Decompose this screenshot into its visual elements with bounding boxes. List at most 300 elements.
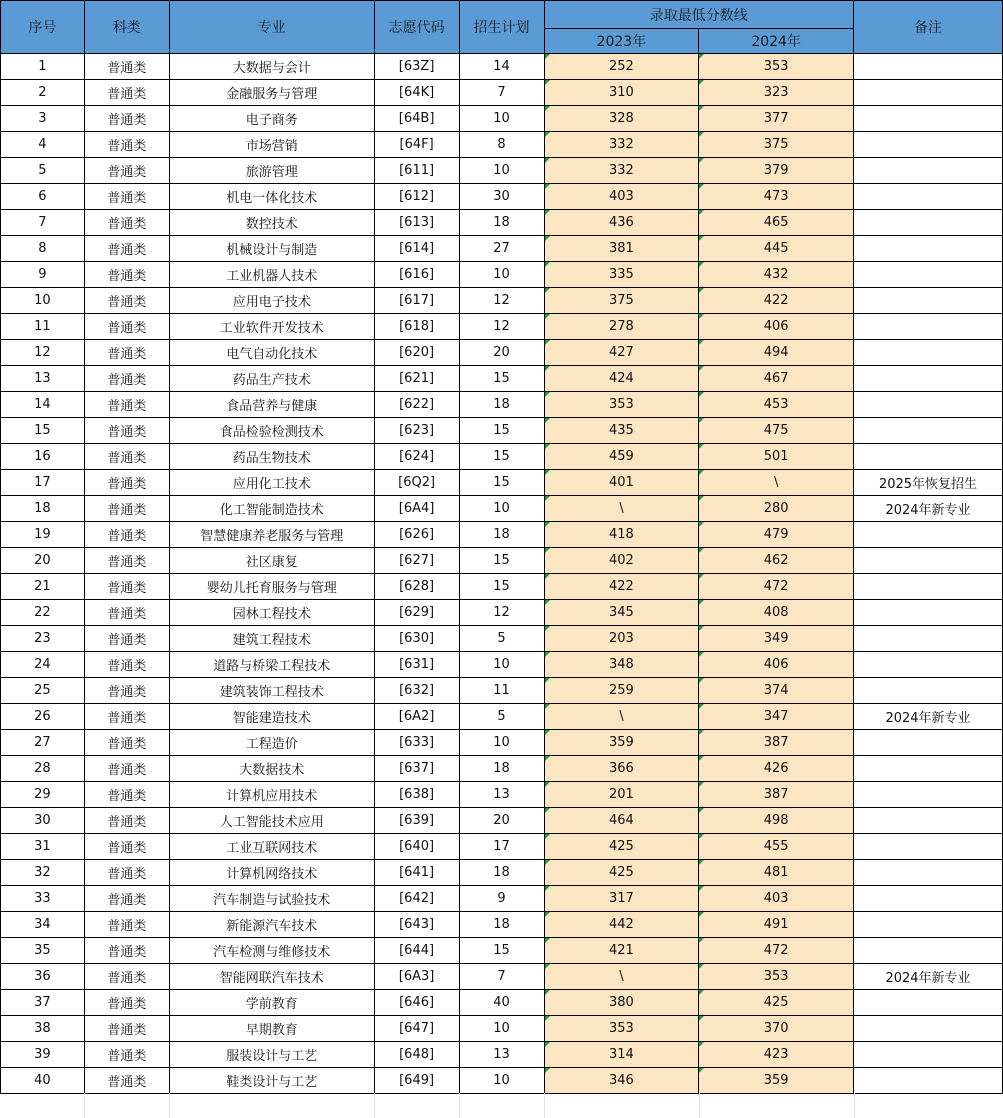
cell-major[interactable]: 大数据技术	[169, 756, 374, 782]
cell-score-2023[interactable]: 402	[544, 548, 699, 574]
cell-score-2023[interactable]: 252	[544, 54, 699, 80]
cell-major[interactable]: 金融服务与管理	[169, 80, 374, 106]
cell-plan[interactable]: 17	[459, 834, 544, 860]
cell-plan[interactable]: 15	[459, 444, 544, 470]
cell-score-2023[interactable]: 381	[544, 236, 699, 262]
cell-remark[interactable]	[854, 366, 1003, 392]
cell-major[interactable]: 早期教育	[169, 1016, 374, 1042]
cell-code[interactable]: [621]	[374, 366, 459, 392]
cell-score-2024[interactable]: 472	[699, 574, 854, 600]
cell-code[interactable]: [6A4]	[374, 496, 459, 522]
cell-remark[interactable]	[854, 886, 1003, 912]
cell-score-2023[interactable]: 427	[544, 340, 699, 366]
cell-code[interactable]: [618]	[374, 314, 459, 340]
cell-code[interactable]: [622]	[374, 392, 459, 418]
cell-score-2024[interactable]: 353	[699, 54, 854, 80]
cell-score-2024[interactable]: 374	[699, 678, 854, 704]
cell-code[interactable]: [648]	[374, 1042, 459, 1068]
cell-score-2023[interactable]: 366	[544, 756, 699, 782]
header-remark[interactable]: 备注	[854, 1, 1003, 54]
cell-remark[interactable]	[854, 652, 1003, 678]
cell-score-2024[interactable]: 406	[699, 652, 854, 678]
cell-category[interactable]: 普通类	[84, 652, 169, 678]
cell-category[interactable]: 普通类	[84, 678, 169, 704]
header-plan[interactable]: 招生计划	[459, 1, 544, 54]
cell-score-2023[interactable]: \	[544, 704, 699, 730]
cell-plan[interactable]: 10	[459, 652, 544, 678]
cell-score-2023[interactable]: \	[544, 964, 699, 990]
cell-major[interactable]: 电气自动化技术	[169, 340, 374, 366]
cell-seq[interactable]: 16	[1, 444, 85, 470]
cell-code[interactable]: [643]	[374, 912, 459, 938]
cell-score-2023[interactable]: 459	[544, 444, 699, 470]
cell-category[interactable]: 普通类	[84, 548, 169, 574]
cell-score-2023[interactable]: 401	[544, 470, 699, 496]
cell-code[interactable]: [633]	[374, 730, 459, 756]
cell-plan[interactable]: 11	[459, 678, 544, 704]
cell-remark[interactable]	[854, 522, 1003, 548]
cell-seq[interactable]: 39	[1, 1042, 85, 1068]
cell-remark[interactable]	[854, 80, 1003, 106]
cell-remark[interactable]: 2024年新专业	[854, 496, 1003, 522]
cell-code[interactable]: [647]	[374, 1016, 459, 1042]
cell-major[interactable]: 食品营养与健康	[169, 392, 374, 418]
cell-seq[interactable]: 31	[1, 834, 85, 860]
cell-code[interactable]: [640]	[374, 834, 459, 860]
cell-seq[interactable]: 12	[1, 340, 85, 366]
cell-seq[interactable]: 7	[1, 210, 85, 236]
cell-category[interactable]: 普通类	[84, 496, 169, 522]
cell-major[interactable]: 工业机器人技术	[169, 262, 374, 288]
cell-remark[interactable]	[854, 1068, 1003, 1094]
cell-remark[interactable]	[854, 1042, 1003, 1068]
cell-remark[interactable]	[854, 834, 1003, 860]
cell-score-2023[interactable]: 310	[544, 80, 699, 106]
header-category[interactable]: 科类	[84, 1, 169, 54]
cell-score-2024[interactable]: 462	[699, 548, 854, 574]
cell-category[interactable]: 普通类	[84, 782, 169, 808]
cell-major[interactable]: 计算机应用技术	[169, 782, 374, 808]
cell-major[interactable]: 化工智能制造技术	[169, 496, 374, 522]
cell-plan[interactable]: 8	[459, 132, 544, 158]
cell-plan[interactable]: 18	[459, 522, 544, 548]
cell-plan[interactable]: 10	[459, 1016, 544, 1042]
cell-score-2023[interactable]: 436	[544, 210, 699, 236]
cell-category[interactable]: 普通类	[84, 1016, 169, 1042]
cell-seq[interactable]: 6	[1, 184, 85, 210]
cell-plan[interactable]: 10	[459, 262, 544, 288]
cell-major[interactable]: 智慧健康养老服务与管理	[169, 522, 374, 548]
cell-score-2024[interactable]: 353	[699, 964, 854, 990]
cell-major[interactable]: 电子商务	[169, 106, 374, 132]
cell-score-2024[interactable]: 473	[699, 184, 854, 210]
cell-category[interactable]: 普通类	[84, 626, 169, 652]
cell-seq[interactable]: 2	[1, 80, 85, 106]
cell-remark[interactable]	[854, 808, 1003, 834]
cell-category[interactable]: 普通类	[84, 1068, 169, 1094]
cell-seq[interactable]: 20	[1, 548, 85, 574]
cell-score-2024[interactable]: 349	[699, 626, 854, 652]
cell-code[interactable]: [628]	[374, 574, 459, 600]
cell-remark[interactable]	[854, 782, 1003, 808]
cell-score-2023[interactable]: 314	[544, 1042, 699, 1068]
cell-plan[interactable]: 10	[459, 496, 544, 522]
cell-plan[interactable]: 12	[459, 600, 544, 626]
cell-score-2023[interactable]: 418	[544, 522, 699, 548]
cell-seq[interactable]: 27	[1, 730, 85, 756]
cell-category[interactable]: 普通类	[84, 704, 169, 730]
cell-score-2023[interactable]: 464	[544, 808, 699, 834]
cell-major[interactable]: 数控技术	[169, 210, 374, 236]
cell-score-2023[interactable]: 375	[544, 288, 699, 314]
cell-code[interactable]: [64F]	[374, 132, 459, 158]
cell-seq[interactable]: 21	[1, 574, 85, 600]
cell-remark[interactable]	[854, 600, 1003, 626]
cell-code[interactable]: [613]	[374, 210, 459, 236]
cell-score-2024[interactable]: \	[699, 470, 854, 496]
cell-major[interactable]: 人工智能技术应用	[169, 808, 374, 834]
cell-major[interactable]: 道路与桥梁工程技术	[169, 652, 374, 678]
cell-score-2023[interactable]: 353	[544, 1016, 699, 1042]
cell-score-2024[interactable]: 494	[699, 340, 854, 366]
cell-score-2024[interactable]: 359	[699, 1068, 854, 1094]
cell-seq[interactable]: 33	[1, 886, 85, 912]
cell-major[interactable]: 机械设计与制造	[169, 236, 374, 262]
cell-major[interactable]: 汽车制造与试验技术	[169, 886, 374, 912]
cell-seq[interactable]: 38	[1, 1016, 85, 1042]
cell-score-2023[interactable]: 403	[544, 184, 699, 210]
cell-major[interactable]: 应用化工技术	[169, 470, 374, 496]
cell-seq[interactable]: 14	[1, 392, 85, 418]
cell-plan[interactable]: 15	[459, 470, 544, 496]
cell-code[interactable]: [616]	[374, 262, 459, 288]
cell-code[interactable]: [631]	[374, 652, 459, 678]
cell-category[interactable]: 普通类	[84, 730, 169, 756]
cell-code[interactable]: [627]	[374, 548, 459, 574]
cell-major[interactable]: 应用电子技术	[169, 288, 374, 314]
cell-seq[interactable]: 37	[1, 990, 85, 1016]
cell-plan[interactable]: 15	[459, 366, 544, 392]
cell-major[interactable]: 社区康复	[169, 548, 374, 574]
cell-score-2024[interactable]: 432	[699, 262, 854, 288]
cell-remark[interactable]	[854, 262, 1003, 288]
cell-code[interactable]: [614]	[374, 236, 459, 262]
cell-score-2023[interactable]: 335	[544, 262, 699, 288]
cell-major[interactable]: 服装设计与工艺	[169, 1042, 374, 1068]
cell-category[interactable]: 普通类	[84, 938, 169, 964]
cell-seq[interactable]: 11	[1, 314, 85, 340]
cell-score-2023[interactable]: 422	[544, 574, 699, 600]
cell-score-2023[interactable]: 201	[544, 782, 699, 808]
cell-code[interactable]: [620]	[374, 340, 459, 366]
cell-score-2024[interactable]: 472	[699, 938, 854, 964]
cell-remark[interactable]	[854, 340, 1003, 366]
cell-seq[interactable]: 32	[1, 860, 85, 886]
cell-seq[interactable]: 5	[1, 158, 85, 184]
cell-plan[interactable]: 5	[459, 704, 544, 730]
cell-category[interactable]: 普通类	[84, 80, 169, 106]
cell-major[interactable]: 汽车检测与维修技术	[169, 938, 374, 964]
cell-score-2023[interactable]: 421	[544, 938, 699, 964]
cell-score-2024[interactable]: 465	[699, 210, 854, 236]
cell-category[interactable]: 普通类	[84, 860, 169, 886]
cell-score-2024[interactable]: 423	[699, 1042, 854, 1068]
cell-remark[interactable]	[854, 418, 1003, 444]
cell-category[interactable]: 普通类	[84, 54, 169, 80]
cell-plan[interactable]: 7	[459, 964, 544, 990]
cell-seq[interactable]: 18	[1, 496, 85, 522]
cell-score-2023[interactable]: 203	[544, 626, 699, 652]
cell-code[interactable]: [617]	[374, 288, 459, 314]
cell-score-2024[interactable]: 280	[699, 496, 854, 522]
cell-score-2023[interactable]: 359	[544, 730, 699, 756]
cell-code[interactable]: [624]	[374, 444, 459, 470]
cell-major[interactable]: 工程造价	[169, 730, 374, 756]
cell-score-2023[interactable]: 424	[544, 366, 699, 392]
cell-remark[interactable]	[854, 132, 1003, 158]
cell-score-2024[interactable]: 422	[699, 288, 854, 314]
cell-major[interactable]: 大数据与会计	[169, 54, 374, 80]
cell-score-2024[interactable]: 501	[699, 444, 854, 470]
cell-major[interactable]: 新能源汽车技术	[169, 912, 374, 938]
cell-seq[interactable]: 15	[1, 418, 85, 444]
cell-score-2023[interactable]: \	[544, 496, 699, 522]
cell-plan[interactable]: 10	[459, 730, 544, 756]
cell-plan[interactable]: 13	[459, 1042, 544, 1068]
cell-remark[interactable]	[854, 444, 1003, 470]
cell-score-2024[interactable]: 403	[699, 886, 854, 912]
cell-seq[interactable]: 22	[1, 600, 85, 626]
cell-plan[interactable]: 5	[459, 626, 544, 652]
header-min-score[interactable]: 录取最低分数线	[544, 1, 854, 29]
cell-score-2024[interactable]: 479	[699, 522, 854, 548]
cell-category[interactable]: 普通类	[84, 964, 169, 990]
cell-seq[interactable]: 4	[1, 132, 85, 158]
cell-major[interactable]: 婴幼儿托育服务与管理	[169, 574, 374, 600]
cell-category[interactable]: 普通类	[84, 158, 169, 184]
cell-remark[interactable]	[854, 236, 1003, 262]
cell-major[interactable]: 计算机网络技术	[169, 860, 374, 886]
header-seq[interactable]: 序号	[1, 1, 85, 54]
cell-score-2023[interactable]: 317	[544, 886, 699, 912]
cell-score-2024[interactable]: 455	[699, 834, 854, 860]
cell-code[interactable]: [630]	[374, 626, 459, 652]
cell-category[interactable]: 普通类	[84, 990, 169, 1016]
cell-category[interactable]: 普通类	[84, 444, 169, 470]
cell-plan[interactable]: 40	[459, 990, 544, 1016]
header-year-2024[interactable]: 2024年	[699, 29, 854, 54]
cell-score-2024[interactable]: 323	[699, 80, 854, 106]
cell-major[interactable]: 园林工程技术	[169, 600, 374, 626]
cell-category[interactable]: 普通类	[84, 600, 169, 626]
cell-remark[interactable]	[854, 574, 1003, 600]
cell-category[interactable]: 普通类	[84, 756, 169, 782]
cell-score-2023[interactable]: 259	[544, 678, 699, 704]
cell-remark[interactable]	[854, 730, 1003, 756]
header-major[interactable]: 专业	[169, 1, 374, 54]
cell-code[interactable]: [6A3]	[374, 964, 459, 990]
cell-score-2023[interactable]: 353	[544, 392, 699, 418]
cell-plan[interactable]: 10	[459, 158, 544, 184]
cell-plan[interactable]: 10	[459, 106, 544, 132]
cell-category[interactable]: 普通类	[84, 470, 169, 496]
cell-remark[interactable]: 2024年新专业	[854, 964, 1003, 990]
cell-score-2024[interactable]: 445	[699, 236, 854, 262]
cell-category[interactable]: 普通类	[84, 834, 169, 860]
header-year-2023[interactable]: 2023年	[544, 29, 699, 54]
cell-major[interactable]: 鞋类设计与工艺	[169, 1068, 374, 1094]
cell-score-2024[interactable]: 379	[699, 158, 854, 184]
cell-remark[interactable]	[854, 184, 1003, 210]
cell-score-2023[interactable]: 278	[544, 314, 699, 340]
cell-score-2023[interactable]: 332	[544, 158, 699, 184]
cell-score-2024[interactable]: 377	[699, 106, 854, 132]
cell-category[interactable]: 普通类	[84, 262, 169, 288]
cell-major[interactable]: 旅游管理	[169, 158, 374, 184]
cell-code[interactable]: [642]	[374, 886, 459, 912]
cell-category[interactable]: 普通类	[84, 912, 169, 938]
cell-major[interactable]: 药品生物技术	[169, 444, 374, 470]
cell-score-2024[interactable]: 408	[699, 600, 854, 626]
cell-score-2024[interactable]: 425	[699, 990, 854, 1016]
cell-seq[interactable]: 8	[1, 236, 85, 262]
cell-remark[interactable]	[854, 548, 1003, 574]
cell-code[interactable]: [646]	[374, 990, 459, 1016]
cell-seq[interactable]: 9	[1, 262, 85, 288]
cell-plan[interactable]: 12	[459, 314, 544, 340]
cell-remark[interactable]	[854, 210, 1003, 236]
cell-code[interactable]: [63Z]	[374, 54, 459, 80]
cell-category[interactable]: 普通类	[84, 184, 169, 210]
cell-score-2024[interactable]: 387	[699, 730, 854, 756]
cell-major[interactable]: 市场营销	[169, 132, 374, 158]
cell-remark[interactable]	[854, 938, 1003, 964]
cell-code[interactable]: [626]	[374, 522, 459, 548]
cell-major[interactable]: 建筑工程技术	[169, 626, 374, 652]
cell-remark[interactable]	[854, 106, 1003, 132]
cell-score-2023[interactable]: 345	[544, 600, 699, 626]
cell-plan[interactable]: 30	[459, 184, 544, 210]
cell-category[interactable]: 普通类	[84, 418, 169, 444]
cell-code[interactable]: [6A2]	[374, 704, 459, 730]
cell-code[interactable]: [64K]	[374, 80, 459, 106]
cell-code[interactable]: [639]	[374, 808, 459, 834]
cell-seq[interactable]: 28	[1, 756, 85, 782]
cell-plan[interactable]: 18	[459, 912, 544, 938]
cell-seq[interactable]: 24	[1, 652, 85, 678]
cell-code[interactable]: [638]	[374, 782, 459, 808]
cell-seq[interactable]: 1	[1, 54, 85, 80]
cell-plan[interactable]: 10	[459, 1068, 544, 1094]
header-code[interactable]: 志愿代码	[374, 1, 459, 54]
cell-score-2023[interactable]: 332	[544, 132, 699, 158]
cell-plan[interactable]: 20	[459, 340, 544, 366]
cell-code[interactable]: [644]	[374, 938, 459, 964]
cell-code[interactable]: [6Q2]	[374, 470, 459, 496]
cell-seq[interactable]: 29	[1, 782, 85, 808]
cell-plan[interactable]: 7	[459, 80, 544, 106]
cell-score-2023[interactable]: 328	[544, 106, 699, 132]
cell-remark[interactable]: 2024年新专业	[854, 704, 1003, 730]
cell-plan[interactable]: 15	[459, 418, 544, 444]
cell-category[interactable]: 普通类	[84, 288, 169, 314]
cell-plan[interactable]: 27	[459, 236, 544, 262]
cell-score-2024[interactable]: 370	[699, 1016, 854, 1042]
cell-score-2024[interactable]: 498	[699, 808, 854, 834]
cell-category[interactable]: 普通类	[84, 340, 169, 366]
cell-plan[interactable]: 18	[459, 756, 544, 782]
cell-code[interactable]: [623]	[374, 418, 459, 444]
cell-seq[interactable]: 3	[1, 106, 85, 132]
cell-seq[interactable]: 34	[1, 912, 85, 938]
cell-score-2023[interactable]: 442	[544, 912, 699, 938]
cell-remark[interactable]: 2025年恢复招生	[854, 470, 1003, 496]
cell-seq[interactable]: 30	[1, 808, 85, 834]
cell-score-2024[interactable]: 475	[699, 418, 854, 444]
cell-remark[interactable]	[854, 314, 1003, 340]
cell-plan[interactable]: 9	[459, 886, 544, 912]
cell-plan[interactable]: 20	[459, 808, 544, 834]
cell-plan[interactable]: 18	[459, 210, 544, 236]
cell-remark[interactable]	[854, 54, 1003, 80]
cell-remark[interactable]	[854, 756, 1003, 782]
cell-plan[interactable]: 18	[459, 860, 544, 886]
cell-remark[interactable]	[854, 288, 1003, 314]
cell-plan[interactable]: 15	[459, 548, 544, 574]
cell-seq[interactable]: 26	[1, 704, 85, 730]
cell-seq[interactable]: 25	[1, 678, 85, 704]
cell-category[interactable]: 普通类	[84, 236, 169, 262]
cell-remark[interactable]	[854, 860, 1003, 886]
cell-seq[interactable]: 35	[1, 938, 85, 964]
cell-category[interactable]: 普通类	[84, 366, 169, 392]
cell-score-2024[interactable]: 375	[699, 132, 854, 158]
cell-category[interactable]: 普通类	[84, 522, 169, 548]
cell-remark[interactable]	[854, 912, 1003, 938]
cell-major[interactable]: 建筑装饰工程技术	[169, 678, 374, 704]
cell-score-2023[interactable]: 435	[544, 418, 699, 444]
cell-category[interactable]: 普通类	[84, 392, 169, 418]
cell-remark[interactable]	[854, 990, 1003, 1016]
cell-category[interactable]: 普通类	[84, 314, 169, 340]
cell-category[interactable]: 普通类	[84, 210, 169, 236]
cell-score-2024[interactable]: 453	[699, 392, 854, 418]
cell-category[interactable]: 普通类	[84, 574, 169, 600]
cell-remark[interactable]	[854, 1016, 1003, 1042]
cell-major[interactable]: 学前教育	[169, 990, 374, 1016]
cell-major[interactable]: 机电一体化技术	[169, 184, 374, 210]
cell-seq[interactable]: 17	[1, 470, 85, 496]
cell-score-2023[interactable]: 380	[544, 990, 699, 1016]
cell-category[interactable]: 普通类	[84, 886, 169, 912]
cell-score-2024[interactable]: 406	[699, 314, 854, 340]
cell-seq[interactable]: 13	[1, 366, 85, 392]
cell-score-2024[interactable]: 467	[699, 366, 854, 392]
cell-remark[interactable]	[854, 158, 1003, 184]
cell-score-2024[interactable]: 481	[699, 860, 854, 886]
cell-score-2023[interactable]: 425	[544, 860, 699, 886]
cell-score-2023[interactable]: 348	[544, 652, 699, 678]
cell-plan[interactable]: 15	[459, 938, 544, 964]
cell-plan[interactable]: 14	[459, 54, 544, 80]
cell-code[interactable]: [611]	[374, 158, 459, 184]
cell-code[interactable]: [649]	[374, 1068, 459, 1094]
cell-plan[interactable]: 12	[459, 288, 544, 314]
cell-major[interactable]: 智能建造技术	[169, 704, 374, 730]
cell-score-2024[interactable]: 426	[699, 756, 854, 782]
cell-seq[interactable]: 19	[1, 522, 85, 548]
cell-category[interactable]: 普通类	[84, 1042, 169, 1068]
